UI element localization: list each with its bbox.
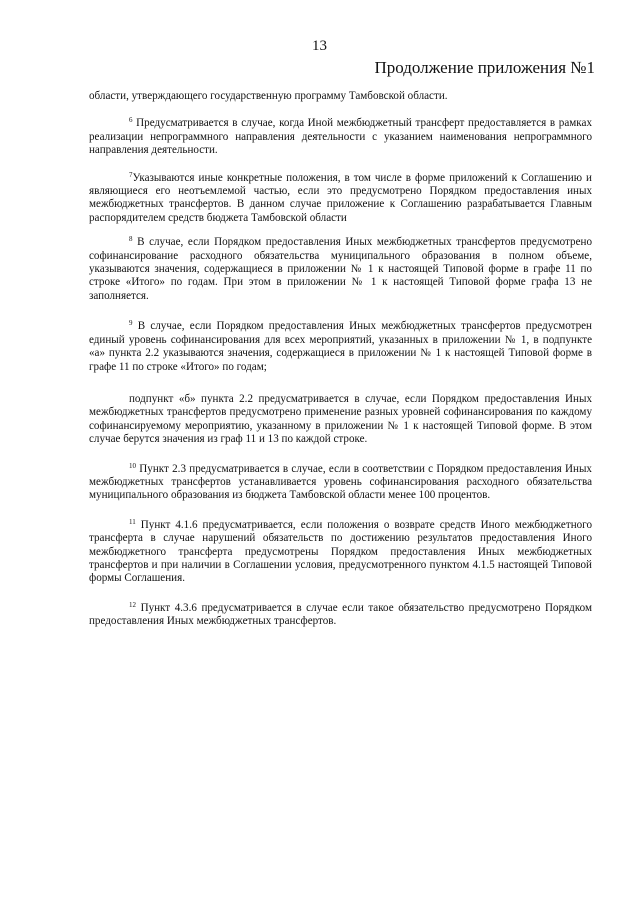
footnote-mark: 12 [129,600,136,609]
footnote-11 [89,519,592,586]
paragraph-text: подпункт «б» пункта 2.2 предусматривается в случае, если Порядком предоставления Иных межбюджетных трансфертов предусмотрено применение разных уровней софинансирования по каждому софинансируемому мероприятию, указанному в приложении № 1 к настоящей Типовой форме. В этом случае берутся значения из граф 11 и 13 по каждой строке. [89,392,592,446]
footnote-text: Пункт 4.3.6 предусматривается в случае если такое обязательство предусмотрено Порядком предоставления Иных межбюджетных трансфертов. [89,601,592,628]
paragraph-text: области, утверждающего государственную программу Тамбовской области. [89,90,448,102]
footnote-text: Указываются иные конкретные положения, в том числе в форме приложений к Соглашению и являющиеся его неотъемлемой частью, если это предусмотрено Порядком предоставления иных межбюджетных трансфертов. В данном случае приложение к Соглашению разрабатывается Главным распорядителем средств бюджета Тамбовской области [89,171,592,224]
footnote-text: В случае, если Порядком предоставления Иных межбюджетных трансфертов предусмотрен единый уровень софинансирования для всех мероприятий, указанных в приложении № 1, в подпункте «а» пункта 2.2 указываются значения, содержащиеся в приложении № 1 к настоящей Типовой форме в графе 11 по строке «Итого» по годам; [89,320,592,373]
footnote-text: Пункт 2.3 предусматривается в случае, если в соответствии с Порядком предоставления Иных межбюджетных трансфертов устанавливается уровень софинансирования расходного обязательства муниципального образования из бюджета Тамбовской области менее 100 процентов. [89,462,592,502]
footnote-8 [89,236,592,303]
footnote-text: В случае, если Порядком предоставления Иных межбюджетных трансфертов предусмотрено софинансирование расходного обязательства муниципального образования в полном объеме, указываются значения, содержащиеся в приложении № 1 к настоящей Типовой форме в графе 11 по строке «Итого» по годам. При этом в приложении № 1 к настоящей Типовой форме графа 13 не заполняется. [89,236,592,302]
footnote-mark: 9 [129,319,133,328]
footnote-10 [89,463,592,503]
footnote-mark: 6 [129,116,133,125]
subpoint-b-paragraph [89,393,592,447]
footnote-text: Пункт 4.1.6 предусматривается, если положения о возврате средств Иного межбюджетного трансферта в случае нарушений обязательств по достижению результатов предоставления Иного межбюджетного трансферта предусмотрены Порядком предоставления Иных межбюджетных трансфертов и при наличии в Соглашении условия, предусмотренного пунктом 4.1.5 настоящей Типовой формы Соглашения. [89,518,592,585]
footnotes-body [89,90,592,629]
footnote-mark: 7 [129,170,133,179]
footnote-mark: 10 [129,461,136,470]
footnote-mark: 11 [129,517,136,526]
paragraph-continuation [89,90,592,103]
footnote-text: Предусматривается в случае, когда Иной межбюджетный трансферт предоставляется в рамках реализации непрограммного направления деятельности с указанием наименования непрограммного направления деятельности. [89,117,592,157]
footnote-9 [89,320,592,374]
footnote-7 [89,172,592,226]
page-number: 13 [312,38,327,54]
appendix-title: Продолжение приложения №1 [374,58,595,77]
footnote-12 [89,602,592,629]
footnote-6 [89,117,592,157]
footnote-mark: 8 [129,235,133,244]
